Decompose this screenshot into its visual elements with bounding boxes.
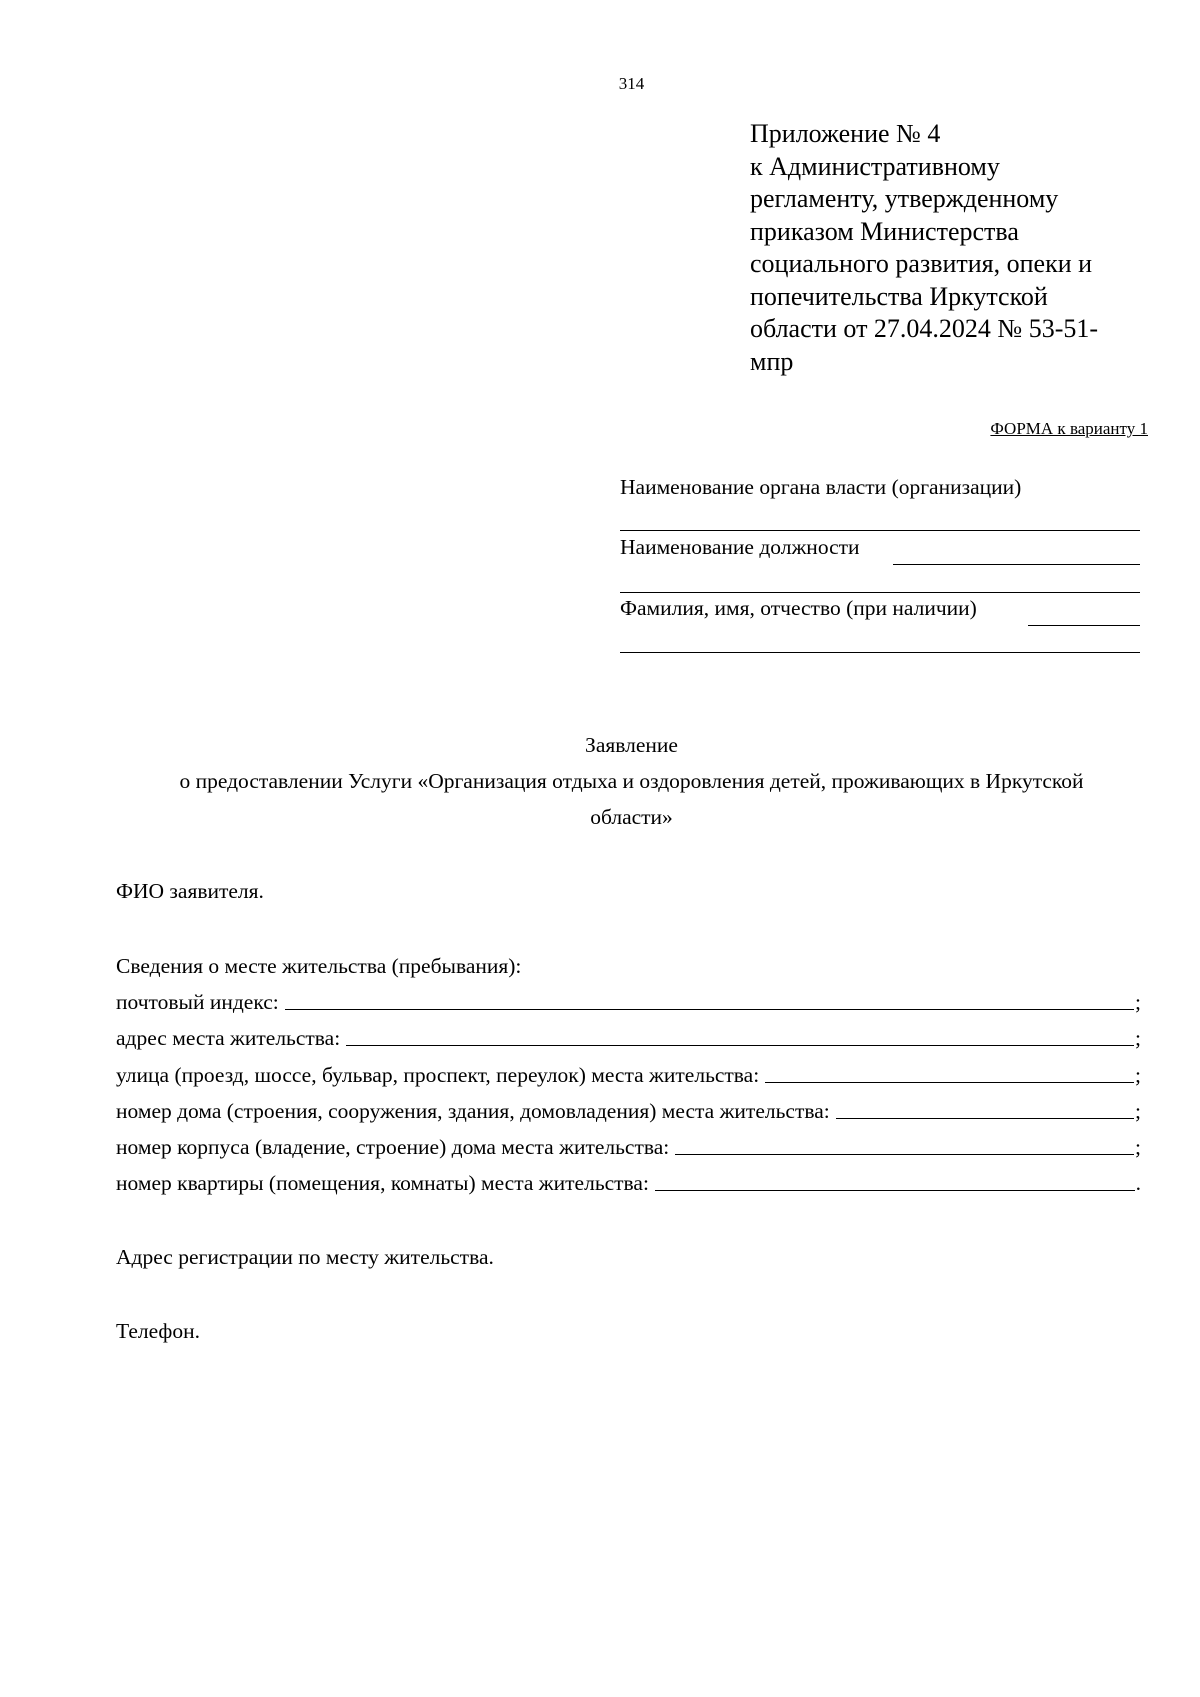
street-label: улица (проезд, шоссе, бульвар, проспект, переулок) места жительства:	[116, 1063, 760, 1087]
position-label-text: Наименование должности	[620, 535, 860, 559]
appendix-line: социального развития, опеки и	[750, 249, 1093, 278]
field-terminator: ;	[1135, 1063, 1141, 1087]
appendix-line: мпр	[750, 346, 794, 376]
postal-code-label: почтовый индекс:	[116, 990, 279, 1014]
residence-address-label: адрес места жительства:	[116, 1026, 341, 1050]
field-terminator: ;	[1135, 1135, 1141, 1159]
appendix-line: регламенту, утвержденному	[750, 184, 1059, 213]
appendix-line: приказом Министерства	[750, 216, 1019, 246]
position-field-extra-line[interactable]	[620, 592, 1140, 593]
full-name-field-extra-line[interactable]	[620, 652, 1140, 653]
field-terminator: ;	[1135, 990, 1141, 1014]
form-variant-label: ФОРМА к варианту 1	[990, 419, 1148, 438]
house-number-label: номер дома (строения, сооружения, здания, домовладения) места жительства:	[116, 1099, 830, 1123]
statement-title: Заявление	[585, 733, 678, 757]
apartment-number-field[interactable]	[655, 1190, 1135, 1191]
full-name-row	[620, 596, 1140, 621]
residence-address-field[interactable]	[346, 1045, 1134, 1046]
street-row	[116, 1063, 1141, 1088]
phone-label: Телефон.	[116, 1319, 200, 1343]
residence-heading: Сведения о месте жительства (пребывания):	[116, 954, 522, 978]
applicant-name-label: ФИО заявителя.	[116, 879, 264, 903]
appendix-line: попечительства Иркутской	[750, 281, 1048, 311]
house-number-row	[116, 1099, 1141, 1124]
position-field[interactable]	[893, 564, 1140, 565]
apartment-number-label: номер квартиры (помещения, комнаты) места жительства:	[116, 1171, 649, 1195]
postal-code-row	[116, 990, 1141, 1015]
building-number-field[interactable]	[675, 1154, 1134, 1155]
position-row	[620, 535, 1140, 560]
appendix-line: к Административному	[750, 151, 1000, 181]
full-name-field[interactable]	[1028, 625, 1140, 626]
page-number: 314	[618, 74, 645, 93]
field-terminator: ;	[1135, 1026, 1141, 1050]
authority-name-label	[620, 475, 1140, 500]
field-terminator: .	[1135, 1171, 1141, 1195]
building-number-label: номер корпуса (владение, строение) дома места жительства:	[116, 1135, 670, 1159]
authority-name-field[interactable]	[620, 530, 1140, 531]
apartment-number-row	[116, 1171, 1141, 1196]
authority-label-text: Наименование органа власти (организации)	[620, 475, 1022, 499]
building-number-row	[116, 1135, 1141, 1160]
residence-address-row	[116, 1026, 1141, 1051]
postal-code-field[interactable]	[285, 1009, 1134, 1010]
house-number-field[interactable]	[836, 1118, 1134, 1119]
registration-address-label: Адрес регистрации по месту жительства.	[116, 1245, 494, 1269]
appendix-header	[750, 118, 1150, 378]
statement-subtitle-line1: о предоставлении Услуги «Организация отдыха и оздоровления детей, проживающих в Иркутской	[179, 769, 1084, 793]
appendix-line: области от 27.04.2024 № 53-51-	[750, 314, 1099, 343]
statement-subtitle-line2: области»	[590, 805, 673, 829]
full-name-label-text: Фамилия, имя, отчество (при наличии)	[620, 596, 977, 620]
field-terminator: ;	[1135, 1099, 1141, 1123]
appendix-line: Приложение № 4	[750, 119, 941, 148]
street-field[interactable]	[765, 1082, 1134, 1083]
